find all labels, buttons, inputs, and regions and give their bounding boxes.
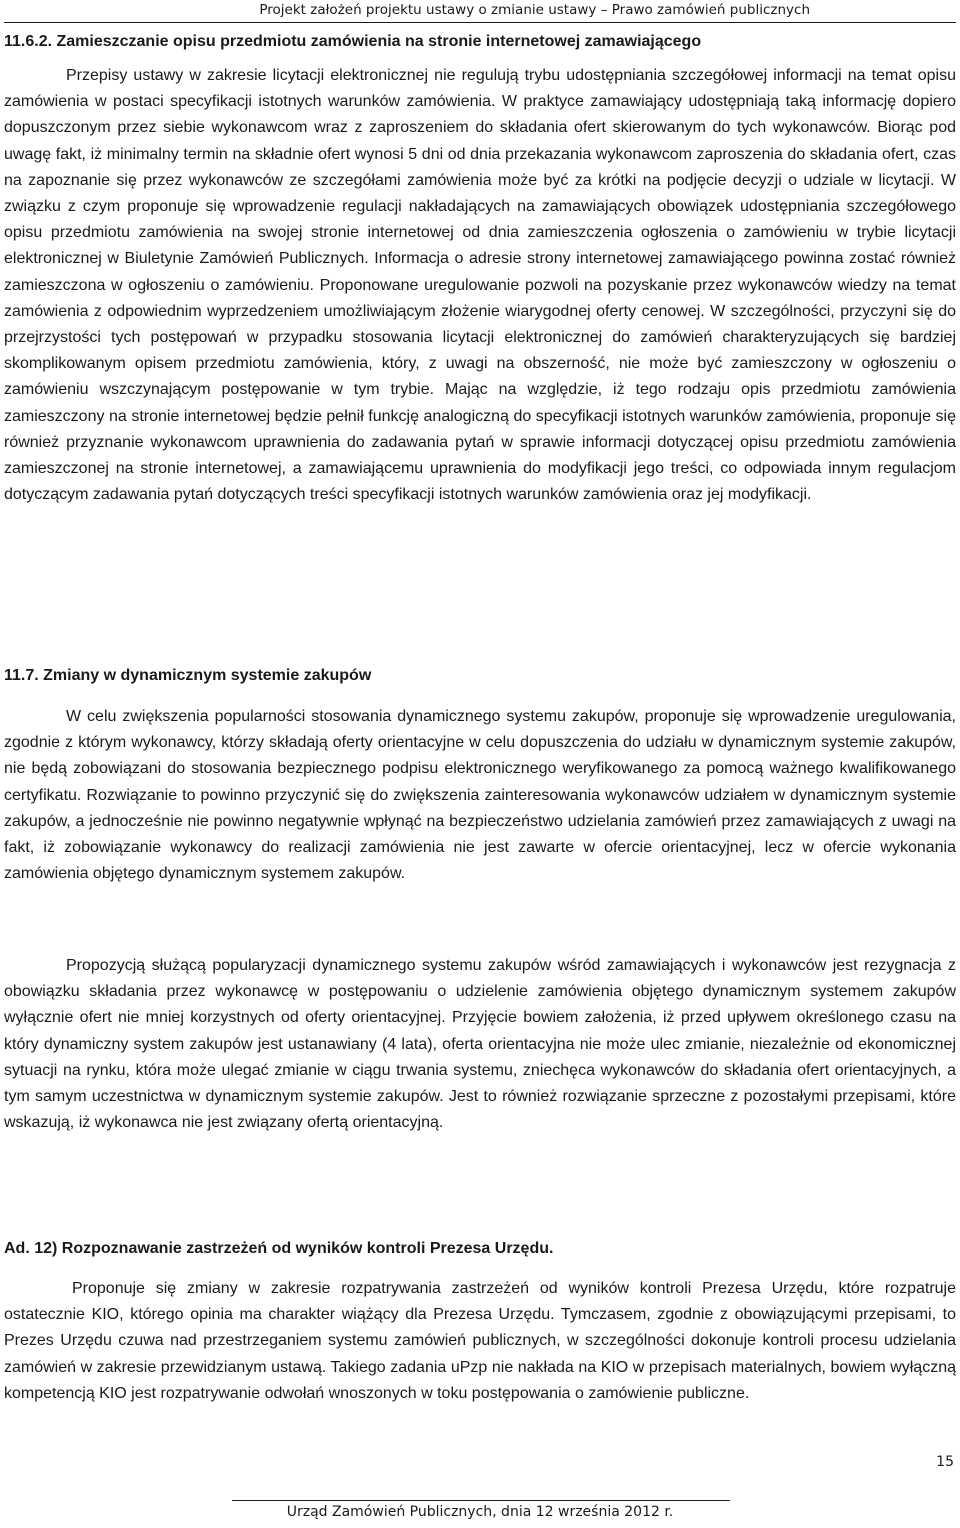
section-heading-11-7: 11.7. Zmiany w dynamicznym systemie zakupów	[4, 667, 372, 684]
footer-rule	[232, 1500, 730, 1501]
footer-text: Urząd Zamówień Publicznych, dnia 12 września 2012 r.	[286, 1504, 674, 1520]
header-rule	[4, 22, 956, 23]
section-heading-ad-12: Ad. 12) Rozpoznawanie zastrzeżeń od wyników kontroli Prezesa Urzędu.	[4, 1240, 554, 1257]
running-header: Projekt założeń projektu ustawy o zmianie ustawy – Prawo zamówień publicznych	[259, 2, 810, 18]
paragraph-ad-12: Proponuje się zmiany w zakresie rozpatrywania zastrzeżeń od wyników kontroli Prezesa Urzędu, które rozpatruje ostatecznie KIO, którego opinia ma charakter wiążący dla Prezesa Urzędu. Tymczasem, zgodnie z obowiązującymi przepisami, to Prezes Urzędu czuwa nad przestrzeganiem systemu zamówień publicznych, w szczególności dokonuje kontroli procesu udzielania zamówień w zakresie przewidzianym ustawą. Takiego zadania uPzp nie nakłada na KIO w przepisach materialnych, bowiem wyłączną kompetencją KIO jest rozpatrywanie odwołań wnoszonych w toku postępowania o zamówienie publiczne.	[4, 1280, 956, 1402]
page-number: 15	[936, 1454, 954, 1470]
paragraph-11-6-2: Przepisy ustawy w zakresie licytacji elektronicznej nie regulują trybu udostępniania szczegółowej informacji na temat opisu zamówienia w postaci specyfikacji istotnych warunków zamówienia. W praktyce zamawiający udostępniają taką informację dopiero dopuszczonym przez siebie wykonawcom wraz z zaproszeniem do składania ofert skierowanym do tych wykonawców. Biorąc pod uwagę fakt, iż minimalny termin na składnie ofert wynosi 5 dni od dnia przekazania wykonawcom zaproszenia do składania ofert, czas na zapoznanie się przez wykonawców ze szczegółami zamówienia może być za krótki na podjęcie decyzji o udziale w licytacji. W związku z czym proponuje się wprowadzenie regulacji nakładających na zamawiających obowiązek udostępniania szczegółowego opisu przedmiotu zamówienia na swojej stronie internetowej od dnia zamieszczenia ogłoszenia o zamówieniu w trybie licytacji elektronicznej w Biuletynie Zamówień Publicznych. Informacja o adresie strony internetowej zamawiającego powinna zostać również zamieszczona w ogłoszeniu o zamówieniu. Proponowane uregulowanie pozwoli na pozyskanie przez wykonawców wiedzy na temat zamówienia z odpowiednim wyprzedzeniem umożliwiającym złożenie wiarygodnej oferty cenowej. W szczególności, przyczyni się do przejrzystości tych postępowań w przypadku stosowania licytacji elektronicznej do zamówień charakteryzujących się bardziej skomplikowanym opisem przedmiotu zamówienia, który, z uwagi na obszerność, nie może być zamieszczony w ogłoszeniu o zamówieniu wszczynającym postępowanie w tym trybie. Mając na względzie, iż tego rodzaju opis przedmiotu zamówienia zamieszczony na stronie internetowej będzie pełnił funkcję analogiczną do specyfikacji istotnych warunków zamówienia, proponuje się również przyznanie wykonawcom uprawnienia do zadawania pytań w sprawie informacji dotyczącej opisu przedmiotu zamówienia zamieszczonej na stronie internetowej, a zamawiającemu uprawnienia do modyfikacji jego treści, co odpowiada innym regulacjom dotyczącym zadawania pytań dotyczących treści specyfikacji istotnych warunków zamówienia oraz jej modyfikacji.	[4, 67, 956, 504]
paragraph-11-7-2: Propozycją służącą popularyzacji dynamicznego systemu zakupów wśród zamawiających i wykonawców jest rezygnacja z obowiązku składania przez wykonawcę w postępowaniu o udzielenie zamówienia objętego dynamicznym systemem zakupów wyłącznie ofert nie mniej korzystnych od oferty orientacyjnej. Przyjęcie bowiem założenia, iż przed upływem określonego czasu na który dynamiczny system zakupów jest ustanawiany (4 lata), oferta orientacyjna nie może ulec zmianie, niezależnie od ekonomicznej sytuacji na rynku, która może ulegać zmianie w ciągu trwania systemu, zniechęca wykonawców do składania ofert orientacyjnych, a tym samym uczestnictwa w dynamicznym systemie zakupów. Jest to również rozwiązanie sprzeczne z pozostałymi przepisami, które wskazują, iż wykonawca nie jest związany ofertą orientacyjną.	[4, 957, 956, 1132]
paragraph-11-7-1: W celu zwiększenia popularności stosowania dynamicznego systemu zakupów, proponuje się wprowadzenie uregulowania, zgodnie z którym wykonawcy, którzy składają oferty orientacyjne w celu dopuszczenia do udziału w dynamicznym systemie zakupów, nie będą zobowiązani do stosowania bezpiecznego podpisu elektronicznego weryfikowanego za pomocą ważnego kwalifikowanego certyfikatu. Rozwiązanie to powinno przyczynić się do zwiększenia zainteresowania wykonawców udziałem w dynamicznym systemie zakupów, a jednocześnie nie powinno negatywnie wpłynąć na bezpieczeństwo udzielania zamówień przez zamawiających z uwagi na fakt, iż zobowiązanie wykonawcy do realizacji zamówienia nie jest zawarte w ofercie orientacyjnej, lecz w ofercie wykonania zamówienia objętego dynamicznym systemem zakupów.	[4, 708, 956, 883]
section-heading-11-6-2: 11.6.2. Zamieszczanie opisu przedmiotu zamówienia na stronie internetowej zamawiającego	[4, 33, 702, 50]
